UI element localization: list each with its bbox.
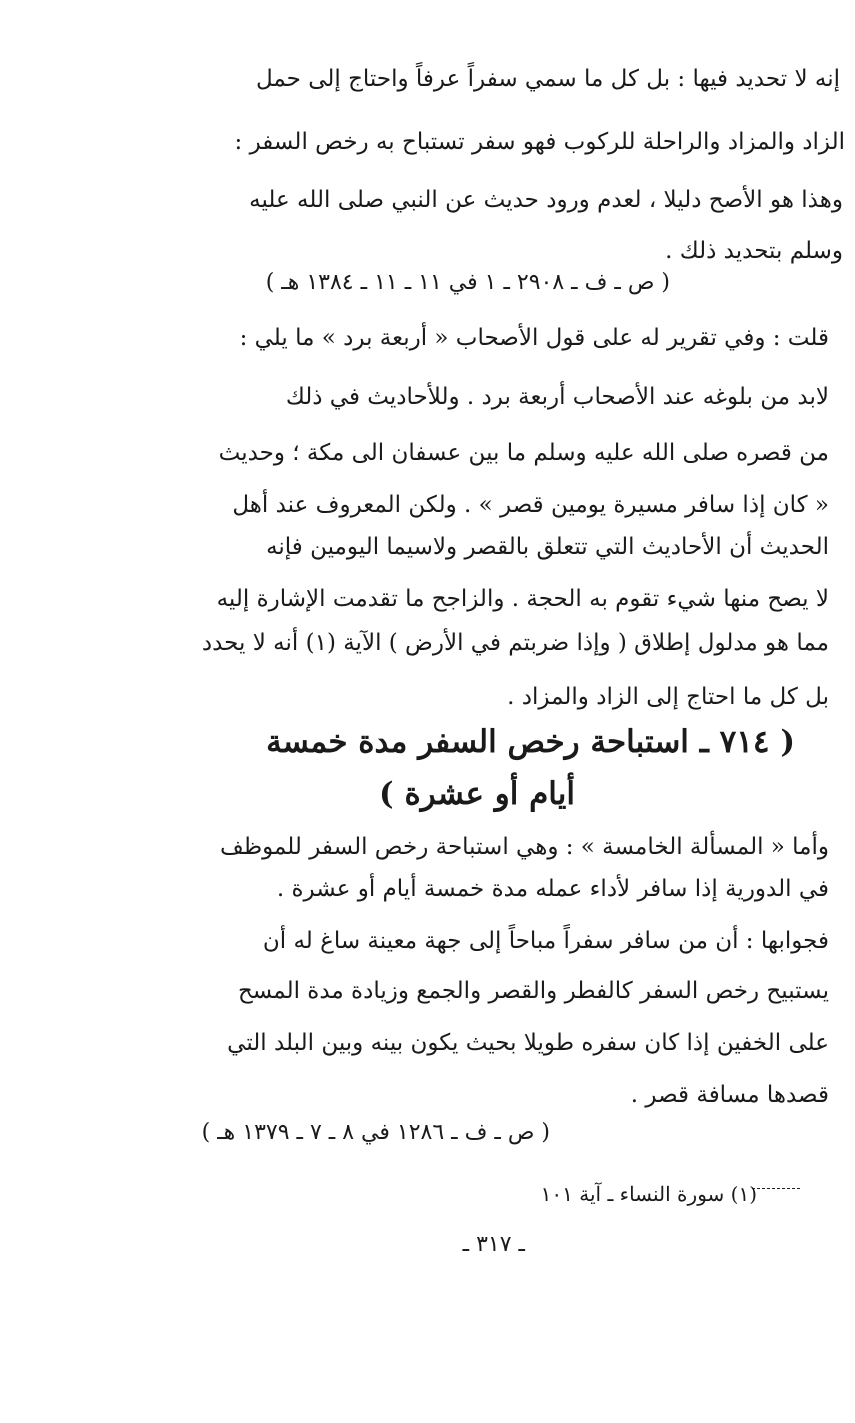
text-line: لا يصح منها شيء تقوم به الحجة . والزاجح ما تقدمت الإشارة إليه bbox=[216, 586, 829, 612]
text-line: فجوابها : أن من سافر سفراً مباحاً إلى جهة معينة ساغ له أن bbox=[262, 928, 829, 954]
text-line: وسلم بتحديد ذلك . bbox=[665, 238, 843, 264]
text-line: الزاد والمزاد والراحلة للركوب فهو سفر تستباح به رخص السفر : bbox=[234, 129, 845, 155]
text-line: يستبيح رخص السفر كالفطر والقصر والجمع وزيادة مدة المسح bbox=[237, 978, 829, 1004]
section-heading: ( ٧١٤ ـ استباحة رخص السفر مدة خمسة bbox=[266, 724, 795, 760]
text-line: لابد من بلوغه عند الأصحاب أربعة برد . وللأحاديث في ذلك bbox=[285, 384, 829, 410]
text-line: في الدورية إذا سافر لأداء عمله مدة خمسة أيام أو عشرة . bbox=[276, 876, 829, 902]
text-line: قصدها مسافة قصر . bbox=[630, 1082, 829, 1108]
footnote: (١) سورة النساء ـ آية ١٠١ bbox=[540, 1182, 757, 1206]
text-line: على الخفين إذا كان سفره طويلا بحيث يكون بينه وبين البلد التي bbox=[227, 1030, 829, 1056]
fatwa-reference: ( ص ـ ف ـ ٢٩٠٨ ـ ١ في ١١ ـ ١١ ـ ١٣٨٤ هـ ) bbox=[265, 270, 670, 295]
text-line: « كان إذا سافر مسيرة يومين قصر » . ولكن المعروف عند أهل bbox=[232, 492, 829, 518]
text-line: الحديث أن الأحاديث التي تتعلق بالقصر ولاسيما اليومين فإنه bbox=[266, 534, 829, 560]
text-line: وأما « المسألة الخامسة » : وهي استباحة رخص السفر للموظف bbox=[220, 834, 829, 860]
text-line: قلت : وفي تقرير له على قول الأصحاب « أربعة برد » ما يلي : bbox=[239, 325, 829, 351]
fatwa-reference: ( ص ـ ف ـ ١٢٨٦ في ٨ ـ ٧ ـ ١٣٧٩ هـ ) bbox=[201, 1120, 550, 1145]
text-line: من قصره صلى الله عليه وسلم ما بين عسفان الى مكة ؛ وحديث bbox=[218, 440, 829, 466]
text-line: إنه لا تحديد فيها : بل كل ما سمي سفراً عرفاً واحتاج إلى حمل bbox=[255, 66, 840, 92]
section-heading: أيام أو عشرة ) bbox=[378, 776, 575, 812]
footnote-rule bbox=[752, 1188, 800, 1189]
page-number: ـ ٣١٧ ـ bbox=[462, 1232, 525, 1257]
text-line: مما هو مدلول إطلاق ( وإذا ضربتم في الأرض ) الآية (١) أنه لا يحدد bbox=[201, 630, 829, 656]
text-line: بل كل ما احتاج إلى الزاد والمزاد . bbox=[507, 684, 829, 710]
text-line: وهذا هو الأصح دليلا ، لعدم ورود حديث عن النبي صلى الله عليه bbox=[249, 187, 843, 213]
